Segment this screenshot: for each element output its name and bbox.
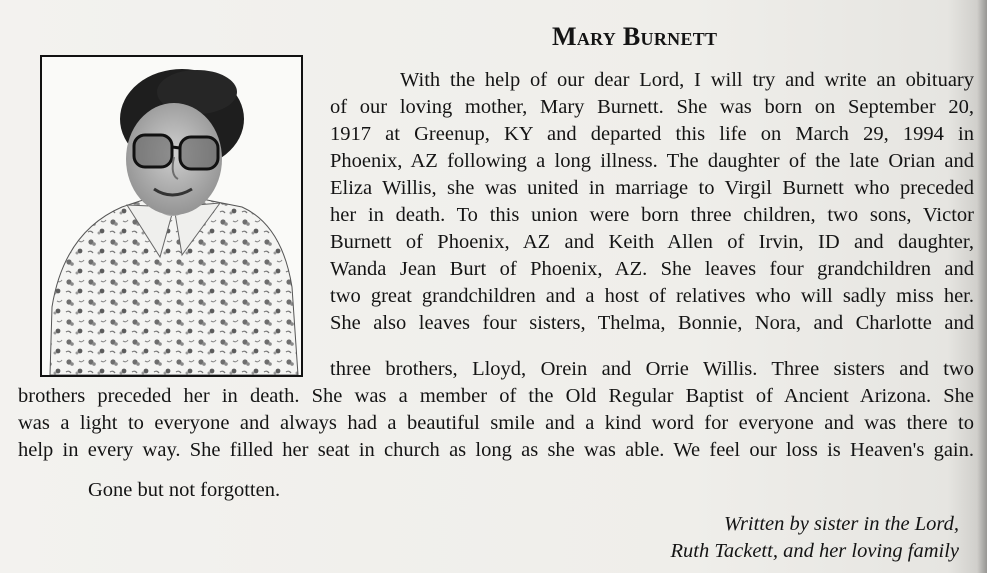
obituary-line-4: Phoenix, AZ following a long illness. The daughter of the late Orian and	[330, 150, 974, 172]
obituary-line-3: 1917 at Greenup, KY and departed this life on March 29, 1994 in	[330, 123, 974, 145]
obituary-line-10: She also leaves four sisters, Thelma, Bonnie, Nora, and Charlotte and	[330, 312, 974, 334]
obituary-line-14: help in every way. She filled her seat in church as long as she was able. We feel our loss is Heaven's gain.	[18, 439, 974, 461]
obituary-line-12: brothers preceded her in death. She was a member of the Old Regular Baptist of Ancient Arizona. She	[18, 385, 974, 407]
obituary-line-9: two great grandchildren and a host of relatives who will sadly miss her.	[330, 285, 974, 307]
obituary-line-6: her in death. To this union were born three children, two sons, Victor	[330, 204, 974, 226]
signature-line-2: Ruth Tackett, and her loving family	[670, 540, 959, 562]
obituary-line-1: With the help of our dear Lord, I will try and write an obituary	[400, 69, 974, 91]
obituary-line-13: was a light to everyone and always had a beautiful smile and a kind word for everyone and was there to	[18, 412, 974, 434]
obituary-title: Mary Burnett	[552, 22, 718, 51]
obituary-line-2: of our loving mother, Mary Burnett. She was born on September 20,	[330, 96, 974, 118]
obituary-line-5: Eliza Willis, she was united in marriage to Virgil Burnett who preceded	[330, 177, 974, 199]
signature-line-1: Written by sister in the Lord,	[724, 513, 959, 535]
obituary-line-8: Wanda Jean Burt of Phoenix, AZ. She leaves four grandchildren and	[330, 258, 974, 280]
obituary-closing-line: Gone but not forgotten.	[88, 479, 281, 501]
obituary-line-7: Burnett of Phoenix, AZ and Keith Allen of Irvin, ID and daughter,	[330, 231, 974, 253]
obituary-line-11: three brothers, Lloyd, Orein and Orrie Willis. Three sisters and two	[330, 358, 974, 380]
portrait-photo	[40, 55, 303, 377]
page-edge-shadow	[977, 0, 987, 573]
